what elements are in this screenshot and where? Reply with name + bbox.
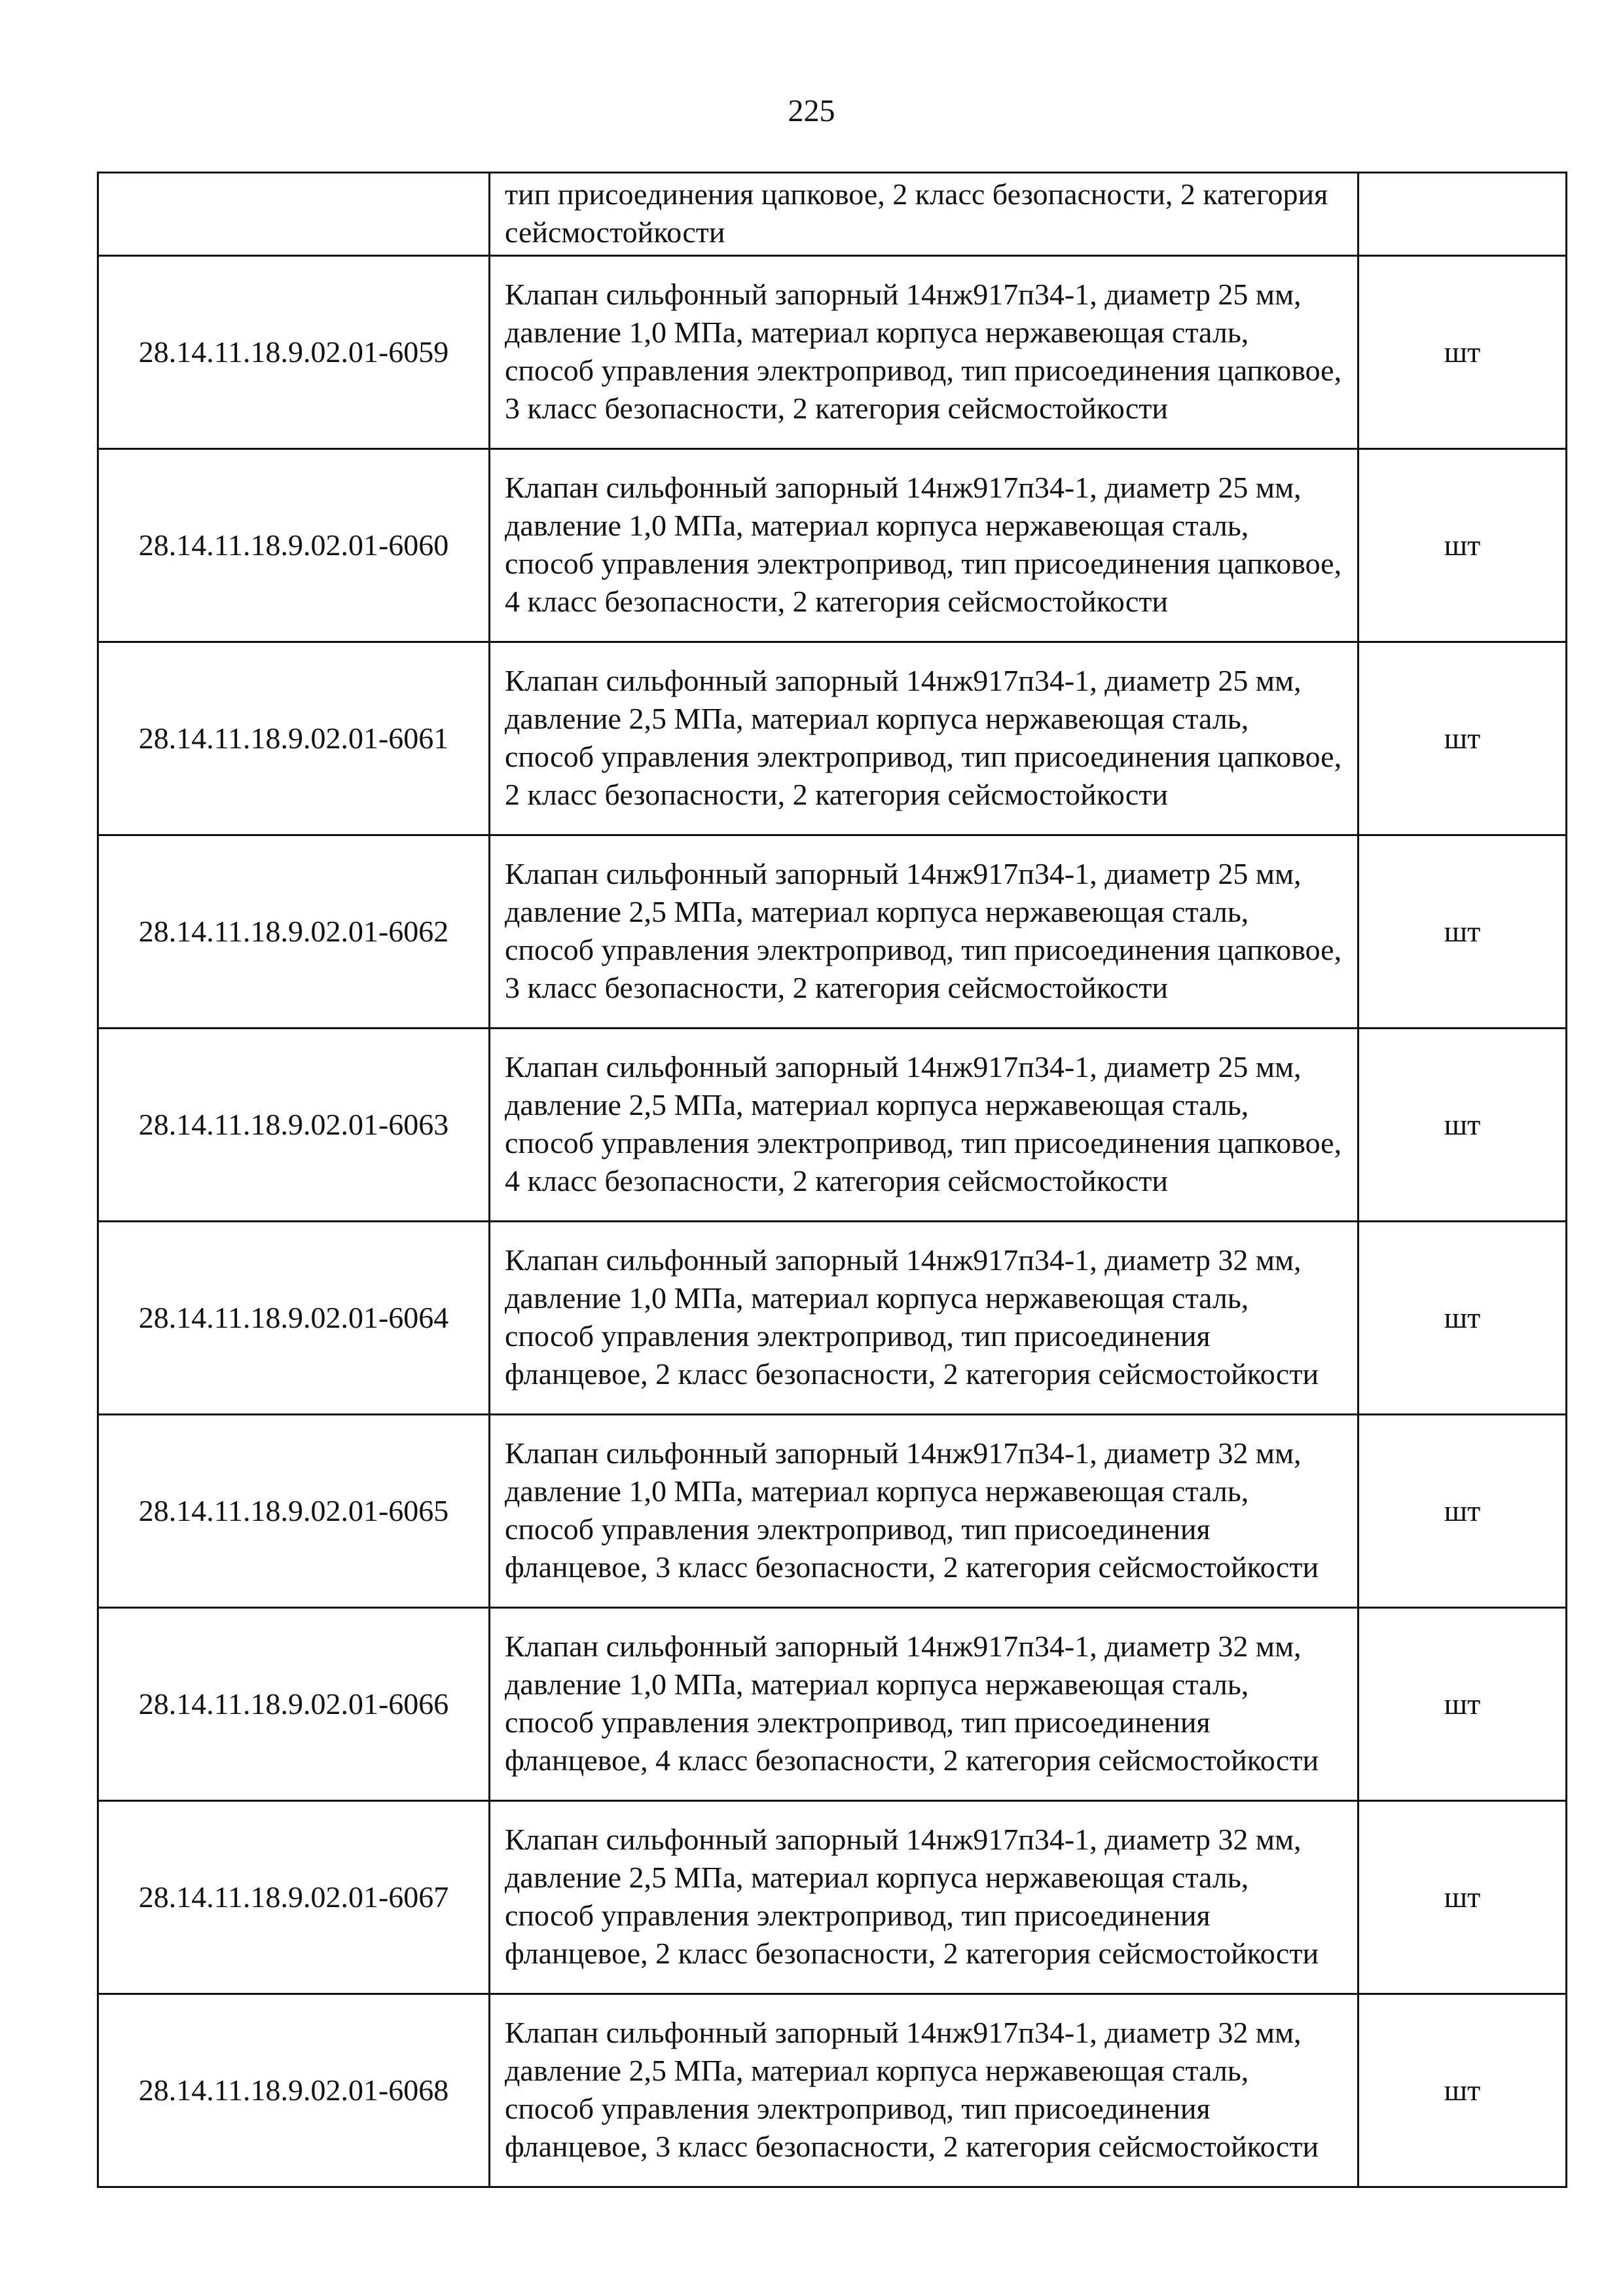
resource-code-cell: 28.14.11.18.9.02.01-6065 xyxy=(98,1415,490,1608)
unit-cell: шт xyxy=(1359,256,1567,449)
resource-code-cell: 28.14.11.18.9.02.01-6068 xyxy=(98,1994,490,2187)
resource-description-cell: Клапан сильфонный запорный 14нж917п34-1, диаметр 25 мм, давление 1,0 МПа, материал корпуса нержавеющая сталь, способ управления электропривод, тип присоединения цапковое, 3 класс безопасности, 2 категория сейсмостойкости xyxy=(490,256,1359,449)
table-row xyxy=(98,642,1567,835)
table-row xyxy=(98,1222,1567,1415)
resource-code-cell: 28.14.11.18.9.02.01-6062 xyxy=(98,835,490,1029)
unit-cell: шт xyxy=(1359,1801,1567,1994)
resource-code-cell: 28.14.11.18.9.02.01-6060 xyxy=(98,449,490,642)
table-row xyxy=(98,173,1567,256)
resource-code-cell: 28.14.11.18.9.02.01-6064 xyxy=(98,1222,490,1415)
unit-cell: шт xyxy=(1359,642,1567,835)
unit-cell xyxy=(1359,173,1567,256)
table-row xyxy=(98,449,1567,642)
unit-cell: шт xyxy=(1359,449,1567,642)
table-row xyxy=(98,1415,1567,1608)
resource-description-cell: Клапан сильфонный запорный 14нж917п34-1, диаметр 32 мм, давление 1,0 МПа, материал корпуса нержавеющая сталь, способ управления электропривод, тип присоединения фланцевое, 2 класс безопасности, 2 категория сейсмостойкости xyxy=(490,1222,1359,1415)
table-row xyxy=(98,1801,1567,1994)
page-number: 225 xyxy=(788,94,835,128)
resource-code-cell: 28.14.11.18.9.02.01-6059 xyxy=(98,256,490,449)
resource-code-cell: 28.14.11.18.9.02.01-6061 xyxy=(98,642,490,835)
resource-description-cell: Клапан сильфонный запорный 14нж917п34-1, диаметр 32 мм, давление 2,5 МПа, материал корпуса нержавеющая сталь, способ управления электропривод, тип присоединения фланцевое, 3 класс безопасности, 2 категория сейсмостойкости xyxy=(490,1994,1359,2187)
resource-code-cell: 28.14.11.18.9.02.01-6067 xyxy=(98,1801,490,1994)
unit-cell: шт xyxy=(1359,1994,1567,2187)
catalog-table xyxy=(97,172,1567,2188)
unit-cell: шт xyxy=(1359,1415,1567,1608)
resource-description-cell: Клапан сильфонный запорный 14нж917п34-1, диаметр 25 мм, давление 2,5 МПа, материал корпуса нержавеющая сталь, способ управления электропривод, тип присоединения цапковое, 2 класс безопасности, 2 категория сейсмостойкости xyxy=(490,642,1359,835)
unit-cell: шт xyxy=(1359,1029,1567,1222)
resource-description-cell: Клапан сильфонный запорный 14нж917п34-1, диаметр 25 мм, давление 1,0 МПа, материал корпуса нержавеющая сталь, способ управления электропривод, тип присоединения цапковое, 4 класс безопасности, 2 категория сейсмостойкости xyxy=(490,449,1359,642)
resource-description-cell: тип присоединения цапковое, 2 класс безопасности, 2 категория сейсмостойкости xyxy=(490,173,1359,256)
resource-description-cell: Клапан сильфонный запорный 14нж917п34-1, диаметр 32 мм, давление 1,0 МПа, материал корпуса нержавеющая сталь, способ управления электропривод, тип присоединения фланцевое, 4 класс безопасности, 2 категория сейсмостойкости xyxy=(490,1608,1359,1801)
resource-description-cell: Клапан сильфонный запорный 14нж917п34-1, диаметр 32 мм, давление 2,5 МПа, материал корпуса нержавеющая сталь, способ управления электропривод, тип присоединения фланцевое, 2 класс безопасности, 2 категория сейсмостойкости xyxy=(490,1801,1359,1994)
table-row xyxy=(98,256,1567,449)
unit-cell: шт xyxy=(1359,1608,1567,1801)
table-row xyxy=(98,1994,1567,2187)
resource-code-cell xyxy=(98,173,490,256)
resource-code-cell: 28.14.11.18.9.02.01-6066 xyxy=(98,1608,490,1801)
resource-description-cell: Клапан сильфонный запорный 14нж917п34-1, диаметр 32 мм, давление 1,0 МПа, материал корпуса нержавеющая сталь, способ управления электропривод, тип присоединения фланцевое, 3 класс безопасности, 2 категория сейсмостойкости xyxy=(490,1415,1359,1608)
resource-description-cell: Клапан сильфонный запорный 14нж917п34-1, диаметр 25 мм, давление 2,5 МПа, материал корпуса нержавеющая сталь, способ управления электропривод, тип присоединения цапковое, 4 класс безопасности, 2 категория сейсмостойкости xyxy=(490,1029,1359,1222)
resource-description-cell: Клапан сильфонный запорный 14нж917п34-1, диаметр 25 мм, давление 2,5 МПа, материал корпуса нержавеющая сталь, способ управления электропривод, тип присоединения цапковое, 3 класс безопасности, 2 категория сейсмостойкости xyxy=(490,835,1359,1029)
unit-cell: шт xyxy=(1359,1222,1567,1415)
table-row xyxy=(98,835,1567,1029)
table-row xyxy=(98,1608,1567,1801)
unit-cell: шт xyxy=(1359,835,1567,1029)
table-row xyxy=(98,1029,1567,1222)
resource-code-cell: 28.14.11.18.9.02.01-6063 xyxy=(98,1029,490,1222)
